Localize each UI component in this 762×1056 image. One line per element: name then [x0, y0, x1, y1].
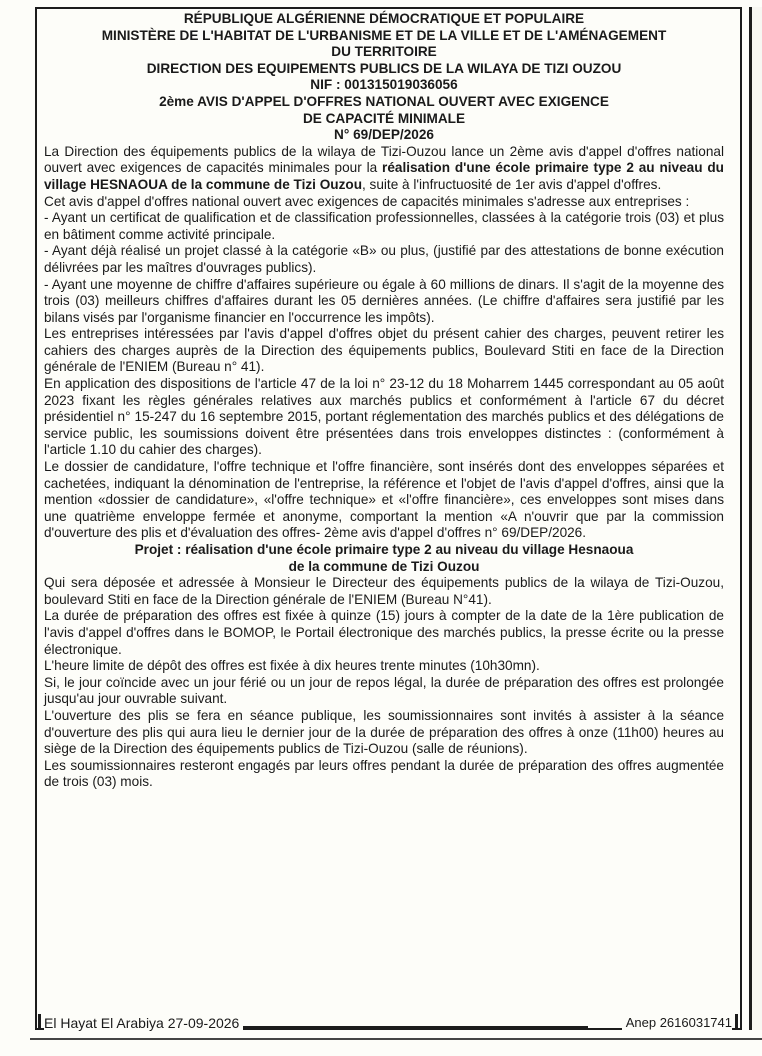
adjacent-column	[752, 7, 762, 1030]
footer-corner-left	[38, 1014, 41, 1030]
intro-text: La Direction des équipements publics de la wilaya de Tizi-Ouzou lance un 2ème avis d'appel d'offres national ouvert avec exigences de capacités minimales pour la	[44, 143, 724, 176]
requirement-turnover: - Ayant une moyenne de chiffre d'affaires supérieure ou égale à 60 millions de dinars. Il s'agit de la moyenne des trois (03) meilleurs chiffres d'affaires durant les 05 dernières années. (Le chiffre d'affaires sera justifié par les bilans visés par l'organisme financier en l'occurrence les impôts).	[44, 276, 724, 325]
paragraph-envelopes: Le dossier de candidature, l'offre technique et l'offre financière, sont insérés dont des enveloppes séparées et cachetées, indiquant la dénomination de l'entreprise, la référence et l'objet de l'avis d'appel d'offres, ainsi que la mention «dossier de candidature», «l'offre technique» et «l'offre financière», ces enveloppes sont mises dans une quatrième enveloppe fermée et anonyme, comportant la mention «A n'ouvrir que par la commission d'ouverture des plis et d'évaluation des offres- 2ème avis d'appel d'offres n° 69/DEP/2026.	[44, 459, 724, 541]
paragraph-withdrawal: Les entreprises intéressées par l'avis d'appel d'offres objet du présent cahier des charges, peuvent retirer les cahiers des charges auprès de la Direction des équipements publics, Boulevard Stiti en face de la Direction générale de l'ENIEM (Bureau n° 41).	[44, 326, 724, 375]
header-direction: DIRECTION DES EQUIPEMENTS PUBLICS DE LA WILAYA DE TIZI OUZOU	[146, 60, 622, 76]
footer-rule	[194, 1026, 588, 1028]
publication-name: El Hayat El Arabiya 27-09-2026	[44, 1014, 243, 1032]
paragraph-legal: En application des dispositions de l'article 47 de la loi n° 23-12 du 18 Moharrem 1445 correspondant au 05 août 2023 fixant les règles générales relatives aux marchés publics et conformément à l'article 67 du décret présidentiel n° 15-247 du 16 septembre 2015, portant réglementation des marchés publics et des délégations de service public, les soumissions doivent être présentées dans trois enveloppes distinctes : (conformément à l'article 1.10 du cahier des charges).	[44, 376, 724, 458]
paragraph-holiday: Si, le jour coïncide avec un jour férié ou un jour de repos légal, la durée de préparation des offres est prolongée jusqu'au jour ouvrable suivant.	[44, 674, 724, 707]
notice-footer	[44, 1014, 738, 1032]
project-title	[44, 542, 724, 575]
page-bottom-rule	[30, 1038, 762, 1040]
notice-content	[44, 11, 724, 791]
paragraph-validity: Les soumissionnaires resteront engagés par leurs offres pendant la durée de préparation des offres augmentée de trois (03) mois.	[44, 757, 724, 790]
header-nif: NIF : 001315019036056	[310, 77, 458, 93]
header-avis-title: 2ème AVIS D'APPEL D'OFFRES NATIONAL OUVERT AVEC EXIGENCE	[159, 93, 609, 109]
header-avis-number: N° 69/DEP/2026	[334, 127, 434, 143]
paragraph-intro	[44, 144, 724, 194]
paragraph-deadline: L'heure limite de dépôt des offres est fixée à dix heures trente minutes (10h30mn).	[44, 658, 540, 674]
anep-reference: Anep 2616031741	[622, 1014, 732, 1032]
paragraph-duration: La durée de préparation des offres est fixée à quinze (15) jours à compter de la date de la 1ère publication de l'avis d'appel d'offres dans le BOMOP, le Portail électronique des marchés publics, la presse écrite ou la presse électronique.	[44, 608, 724, 657]
project-title-line1: Projet : réalisation d'une école primaire type 2 au niveau du village Hesnaoua	[134, 542, 634, 557]
footer-corner-right	[735, 1014, 738, 1030]
header-avis-title-cont: DE CAPACITÉ MINIMALE	[302, 110, 466, 126]
header-ministry: MINISTÈRE DE L'HABITAT DE L'URBANISME ET DE LA VILLE ET DE L'AMÉNAGEMENT	[101, 27, 667, 43]
paragraph-audience: Cet avis d'appel d'offres national ouvert avec exigences de capacités minimales s'adresse aux entreprises :	[44, 193, 690, 209]
project-title-line2: de la commune de Tizi Ouzou	[288, 558, 480, 574]
header-ministry-cont: DU TERRITOIRE	[331, 44, 437, 60]
header-republic: RÉPUBLIQUE ALGÉRIENNE DÉMOCRATIQUE ET POPULAIRE	[183, 11, 585, 26]
paragraph-opening: L'ouverture des plis se fera en séance publique, les soumissionnaires sont invités à assister à la séance d'ouverture des plis qui aura lieu le dernier jour de la durée de préparation des offres à onze (11h00) heures au siège de la Direction des équipements publics de Tizi-Ouzou (salle de réunions).	[44, 707, 724, 757]
paragraph-submission: Qui sera déposée et adressée à Monsieur le Directeur des équipements publics de la wilaya de Tizi-Ouzou, boulevard Stiti en face de la Direction générale de l'ENIEM (Bureau N°41).	[44, 575, 724, 607]
intro-text-end: , suite à l'infructuosité de 1er avis d'appel d'offres.	[362, 176, 662, 192]
notice-header	[44, 11, 724, 144]
requirement-certificate: - Ayant un certificat de qualification et de classification professionnelles, classées à la catégorie trois (03) et plus en bâtiment comme activité principale.	[44, 210, 724, 242]
requirement-project: - Ayant déjà réalisé un projet classé à la catégorie «B» ou plus, (justifié par des attestations de bonne exécution délivrées par les maîtres d'ouvrages publics).	[44, 243, 724, 275]
intro-project-bold: réalisation d'une école primaire type 2 au niveau du village HESNAOUA de la commune de Tizi Ouzou	[44, 160, 724, 192]
